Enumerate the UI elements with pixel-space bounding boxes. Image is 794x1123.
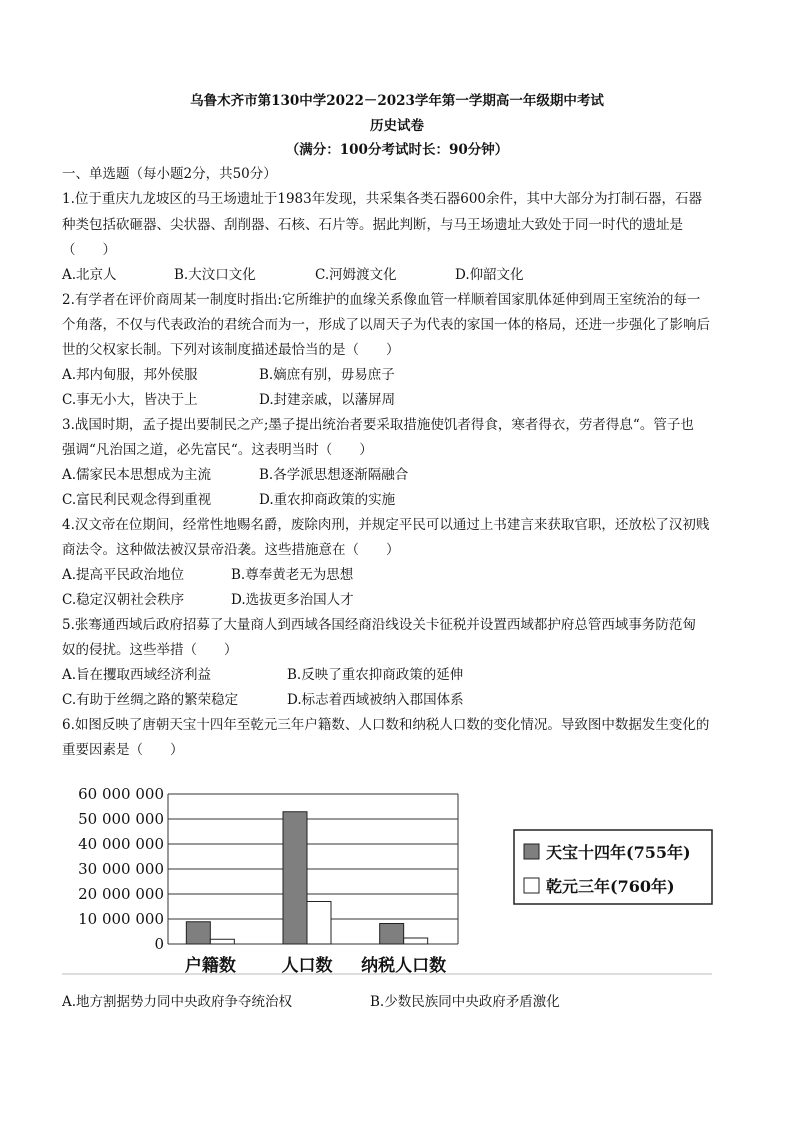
q5-option-a: A.旨在攫取西域经济利益: [62, 667, 212, 683]
exam-title: 乌鲁木齐市第130中学2022－2023学年第一学期高一年级期中考试: [190, 93, 604, 109]
q2-option-c: C.事无小大，皆决于上: [62, 392, 198, 408]
question-5-line: 奴的侵扰。这些举措（ ）: [62, 642, 238, 658]
question-4-line: 4.汉文帝在位期间，经常性地赐名爵，废除肉刑，并规定平民可以通过上书建言来获取官职，还放松了汉初贱: [62, 517, 710, 533]
q2-option-b: B.嫡庶有别，毋易庶子: [259, 367, 395, 383]
y-tick-label: 50 000 000: [78, 810, 164, 828]
y-tick-label: 30 000 000: [78, 860, 164, 878]
subject-title: 历史试卷: [370, 118, 424, 134]
q6-option-b: B.少数民族同中央政府矛盾激化: [370, 994, 560, 1010]
exam-meta: （满分：100分考试时长：90分钟）: [285, 142, 509, 158]
legend-label: 天宝十四年(755年): [546, 843, 691, 862]
q2-option-d: D.封建亲戚，以藩屏周: [259, 392, 396, 408]
bar: [210, 939, 234, 944]
q3-option-c: C.富民利民观念得到重视: [62, 492, 212, 508]
legend-swatch: [524, 878, 539, 893]
category-label: 户籍数: [184, 956, 236, 976]
y-tick-label: 20 000 000: [78, 885, 164, 903]
q1-option-d: D.仰韶文化: [455, 267, 524, 283]
q4-option-d: D.选拔更多治国人才: [231, 592, 354, 608]
question-5-line: 5.张骞通西域后政府招募了大量商人到西域各国经商沿线设关卡征税并设置西域都护府总管西域事务防范匈: [62, 617, 696, 633]
question-2-line: 世的父权家长制。下列对该制度描述最恰当的是（ ）: [62, 342, 400, 358]
question-1-line: 种类包括砍砸器、尖状器、刮削器、石核、石片等。据此判断，与马王场遗址大致处于同一时代的遗址是: [62, 217, 683, 233]
q1-option-c: C.河姆渡文化: [315, 267, 397, 283]
question-3-line: 3.战国时期，孟子提出要制民之产;墨子提出统治者要采取措施使饥者得食，寒者得衣，劳者得息“。管子也: [62, 417, 694, 433]
question-6-line: 6.如图反映了唐朝天宝十四年至乾元三年户籍数、人口数和纳税人口数的变化情况。导致图中数据发生变化的: [62, 717, 710, 733]
legend-label: 乾元三年(760年): [546, 877, 675, 896]
bar: [283, 812, 307, 944]
question-3-line: 强调“凡治国之道，必先富民“。这表明当时（ ）: [62, 442, 373, 458]
q5-option-d: D.标志着西域被纳入郡国体系: [287, 692, 464, 708]
bar: [307, 902, 331, 945]
bar: [404, 938, 428, 944]
question-6-line: 重要因素是（ ）: [62, 742, 184, 758]
question-2-line: 个角落，不仅与代表政治的君统合而为一，形成了以周天子为代表的家国一体的格局，还进一步强化了影响后: [62, 317, 710, 333]
y-tick-label: 60 000 000: [78, 785, 164, 803]
q2-option-a: A.邦内甸服，邦外侯服: [62, 367, 198, 383]
q5-option-b: B.反映了重农抑商政策的延伸: [287, 667, 464, 683]
q3-option-d: D.重农抑商政策的实施: [259, 492, 396, 508]
y-tick-label: 10 000 000: [78, 910, 164, 928]
q6-option-a: A.地方割据势力同中央政府争夺统治权: [62, 994, 293, 1010]
q1-option-b: B.大汶口文化: [174, 267, 256, 283]
q3-option-b: B.各学派思想逐渐隔融合: [259, 467, 409, 483]
q5-option-c: C.有助于丝绸之路的繁荣稳定: [62, 692, 239, 708]
q3-option-a: A.儒家民本思想成为主流: [62, 467, 212, 483]
question-4-line: 商法令。这种做法被汉景帝沿袭。这些措施意在（ ）: [62, 542, 400, 558]
q1-option-a: A.北京人: [62, 267, 117, 283]
category-label: 人口数: [281, 956, 333, 976]
bar: [186, 922, 210, 944]
population-bar-chart: [62, 780, 722, 980]
legend-swatch: [524, 844, 539, 859]
question-1-line: （ ）: [62, 242, 116, 258]
section-heading: 一、单选题（每小题2分，共50分）: [62, 166, 277, 182]
q4-option-c: C.稳定汉朝社会秩序: [62, 592, 185, 608]
bar: [380, 924, 404, 945]
y-tick-label: 0: [154, 935, 164, 953]
question-1-line: 1.位于重庆九龙坡区的马王场遗址于1983年发现，共采集各类石器600余件，其中大部分为打制石器，石器: [62, 191, 703, 207]
q4-option-a: A.提高平民政治地位: [62, 567, 185, 583]
question-2-line: 2.有学者在评价商周某一制度时指出:它所维护的血缘关系像血管一样顺着国家肌体延伸到周王室统治的每一: [62, 292, 701, 308]
q4-option-b: B.尊奉黄老无为思想: [231, 567, 354, 583]
y-tick-label: 40 000 000: [78, 835, 164, 853]
category-label: 纳税人口数: [361, 956, 447, 976]
